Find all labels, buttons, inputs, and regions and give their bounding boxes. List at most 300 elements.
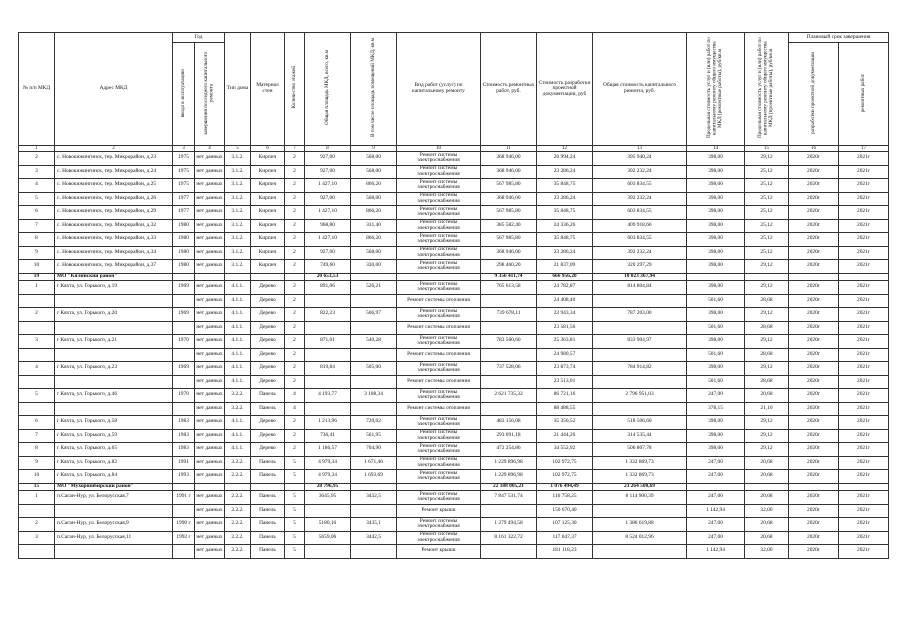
table-cell: 4.1.1. bbox=[225, 443, 251, 457]
table-cell: 1969 bbox=[173, 308, 195, 322]
table-cell: 866,20 bbox=[351, 233, 397, 247]
table-cell: с. Новокижингинск, тер. Микрорайон, д.32 bbox=[55, 219, 173, 233]
header-repair-cost: Стоимость ремонтных работ, руб. bbox=[481, 33, 537, 146]
table-cell: нет данных bbox=[195, 491, 225, 505]
table-cell: 2.2.2. bbox=[225, 504, 251, 518]
table-cell: с. Новокижингинск, тер. Микрорайон, д.25 bbox=[55, 179, 173, 193]
header-living-area: В том числе площадь помещений МКД, кв.м bbox=[351, 33, 397, 146]
table-cell: 330,00 bbox=[351, 260, 397, 274]
table-cell: 107 125,30 bbox=[537, 518, 593, 532]
table-cell: Дерево bbox=[251, 321, 285, 335]
table-cell: Дерево bbox=[251, 443, 285, 457]
table-cell: 392 232,24 bbox=[593, 165, 687, 179]
table-cell: Дерево bbox=[251, 308, 285, 322]
column-number-cell: 9 bbox=[351, 146, 397, 152]
table-cell: 2 bbox=[285, 219, 305, 233]
table-row bbox=[19, 443, 889, 457]
table-cell bbox=[593, 375, 687, 389]
table-cell: 398,00 bbox=[687, 443, 745, 457]
table-cell bbox=[593, 545, 687, 559]
table-cell: Дерево bbox=[251, 348, 285, 362]
table-cell: Кирпич bbox=[251, 152, 285, 166]
header-design-cost: Стоимость разработки проектной документации, руб bbox=[537, 33, 593, 146]
table-cell: Ремонт системы электроснабжения bbox=[397, 260, 481, 274]
table-cell: 395 940,24 bbox=[593, 152, 687, 166]
table-row bbox=[19, 260, 889, 274]
column-number-cell: 15 bbox=[745, 146, 789, 152]
table-cell: с. Новокижингинск, тер. Микрорайон, д.24 bbox=[55, 165, 173, 179]
table-cell: 23 286,24 bbox=[537, 165, 593, 179]
table-row bbox=[19, 470, 889, 484]
table-cell: 29,12 bbox=[745, 260, 789, 274]
table-cell: 567 985,80 bbox=[481, 206, 537, 220]
table-cell: 1969 bbox=[173, 362, 195, 376]
table-cell bbox=[351, 545, 397, 559]
table-cell: 927,00 bbox=[305, 152, 351, 166]
table-cell: 7 bbox=[19, 429, 55, 443]
table-cell: Панель bbox=[251, 470, 285, 484]
table-cell: 1980 bbox=[173, 219, 195, 233]
table-cell: Ремонт системы электроснабжения bbox=[397, 179, 481, 193]
table-cell: 2021г bbox=[839, 165, 889, 179]
table-cell: 2021г bbox=[839, 402, 889, 416]
table-cell: 2 bbox=[285, 321, 305, 335]
table-cell: 25,12 bbox=[745, 219, 789, 233]
column-number-cell: 2 bbox=[55, 146, 173, 152]
header-limit-design: Предельная стоимость услуг и (или) работ по капитальному ремонту общего имущества МКД (проектные работы), руб/кв.м bbox=[745, 33, 789, 146]
table-cell: Ремонт системы электроснабжения bbox=[397, 531, 481, 545]
table-cell: 2 bbox=[285, 335, 305, 349]
table-cell: нет данных bbox=[195, 443, 225, 457]
table-cell: 25,12 bbox=[745, 192, 789, 206]
table-cell: 2020г bbox=[789, 531, 839, 545]
table-cell: нет данных bbox=[195, 260, 225, 274]
table-cell bbox=[481, 294, 537, 308]
table-cell: г Кяхта, ул. Горького, д.82 bbox=[55, 456, 173, 470]
table-cell bbox=[481, 504, 537, 518]
table-cell: нет данных bbox=[195, 165, 225, 179]
table-cell bbox=[481, 545, 537, 559]
table-row bbox=[19, 308, 889, 322]
table-cell: Ремонт системы электроснабжения bbox=[397, 192, 481, 206]
table-row bbox=[19, 518, 889, 532]
header-plan-repair: ремонтных работ bbox=[839, 43, 889, 146]
table-cell bbox=[19, 402, 55, 416]
table-cell: Панель bbox=[251, 504, 285, 518]
table-cell: 505,00 bbox=[351, 362, 397, 376]
table-cell bbox=[351, 402, 397, 416]
table-cell bbox=[305, 348, 351, 362]
table-cell: Ремонт системы отопления bbox=[397, 321, 481, 335]
table-cell: 1 279 494,58 bbox=[481, 518, 537, 532]
table-cell: нет данных bbox=[195, 389, 225, 403]
table-cell: 2 bbox=[285, 308, 305, 322]
table-cell bbox=[285, 483, 305, 491]
district-total-row bbox=[19, 483, 889, 491]
table-cell: 3432,5 bbox=[351, 491, 397, 505]
table-cell: 518 506,60 bbox=[593, 416, 687, 430]
column-number-cell: 12 bbox=[537, 146, 593, 152]
table-cell: 15 bbox=[19, 483, 55, 491]
table-cell: 2020г bbox=[789, 545, 839, 559]
table-cell: 1977 bbox=[173, 192, 195, 206]
table-cell: Дерево bbox=[251, 294, 285, 308]
table-cell: 5 bbox=[285, 504, 305, 518]
table-cell: нет данных bbox=[195, 545, 225, 559]
table-cell: 398,00 bbox=[687, 152, 745, 166]
table-cell: Дерево bbox=[251, 362, 285, 376]
table-cell: 2021г bbox=[839, 246, 889, 260]
table-cell: 3 bbox=[19, 531, 55, 545]
table-cell: 506,97 bbox=[351, 308, 397, 322]
table-cell: 526,21 bbox=[351, 281, 397, 295]
table-cell: 398,00 bbox=[687, 179, 745, 193]
table-cell bbox=[745, 483, 789, 491]
header-wall-material: Материал стен bbox=[251, 33, 285, 146]
table-cell bbox=[55, 294, 173, 308]
header-house-type: Тип дома bbox=[225, 33, 251, 146]
table-row bbox=[19, 219, 889, 233]
table-cell: 9 356 411,74 bbox=[481, 273, 537, 281]
table-cell: 32,00 bbox=[745, 545, 789, 559]
table-cell: 20,68 bbox=[745, 456, 789, 470]
table-cell: 1 076 494,49 bbox=[537, 483, 593, 491]
table-cell: 2020г bbox=[789, 416, 839, 430]
table-cell: 4 979,34 bbox=[305, 470, 351, 484]
table-cell bbox=[19, 504, 55, 518]
table-row bbox=[19, 545, 889, 559]
table-cell: 29,12 bbox=[745, 362, 789, 376]
table-cell: 35 848,75 bbox=[537, 233, 593, 247]
table-cell: 603 834,55 bbox=[593, 233, 687, 247]
table-cell: г Кяхта, ул. Горького, д.65 bbox=[55, 443, 173, 457]
table-cell bbox=[351, 273, 397, 281]
table-cell: г Кяхта, ул. Горького, д.84 bbox=[55, 470, 173, 484]
table-cell bbox=[173, 348, 195, 362]
table-cell: 3.1.2. bbox=[225, 165, 251, 179]
table-cell: 501,60 bbox=[687, 321, 745, 335]
table-cell: нет данных bbox=[195, 294, 225, 308]
table-cell: Ремонт системы электроснабжения bbox=[397, 165, 481, 179]
table-cell: Ремонт системы электроснабжения bbox=[397, 456, 481, 470]
table-cell: 2 bbox=[285, 429, 305, 443]
header-plan-group: Плановый срок завершения bbox=[789, 33, 889, 43]
table-cell: 24 782,87 bbox=[537, 281, 593, 295]
table-cell: 1 427,10 bbox=[305, 206, 351, 220]
table-cell: нет данных bbox=[195, 416, 225, 430]
table-cell: 4.1.1. bbox=[225, 348, 251, 362]
table-cell: 603 834,55 bbox=[593, 206, 687, 220]
table-cell: 2020г bbox=[789, 165, 839, 179]
table-cell: 19 bbox=[19, 273, 55, 281]
table-cell: Ремонт системы отопления bbox=[397, 348, 481, 362]
table-cell: 102 972,75 bbox=[537, 456, 593, 470]
table-cell: 35 848,75 bbox=[537, 179, 593, 193]
table-cell: 483 156,08 bbox=[481, 416, 537, 430]
table-cell: 506 807,78 bbox=[593, 443, 687, 457]
header-limit-work: Предельная стоимость услуг и (или) работ по капитальному ремонту общего имущества МКД (ремонтные работы), руб/кв.м bbox=[687, 33, 745, 146]
table-cell: нет данных bbox=[195, 192, 225, 206]
table-cell: 603 834,55 bbox=[593, 179, 687, 193]
table-cell: 2020г bbox=[789, 192, 839, 206]
table-cell: 2 bbox=[285, 179, 305, 193]
table-cell: 1975 bbox=[173, 152, 195, 166]
table-cell: 398,00 bbox=[687, 165, 745, 179]
table-cell: 2021г bbox=[839, 362, 889, 376]
table-row bbox=[19, 402, 889, 416]
table-cell: 29,12 bbox=[745, 335, 789, 349]
table-cell: 540,28 bbox=[351, 335, 397, 349]
table-cell: 2021г bbox=[839, 321, 889, 335]
table-cell: 2021г bbox=[839, 348, 889, 362]
table-cell: 784 914,82 bbox=[593, 362, 687, 376]
table-cell: 247,00 bbox=[687, 518, 745, 532]
table-cell: 35 350,52 bbox=[537, 416, 593, 430]
table-cell: 1980 bbox=[173, 260, 195, 274]
table-cell: Дерево bbox=[251, 375, 285, 389]
table-cell: 2021г bbox=[839, 545, 889, 559]
table-cell: 29,12 bbox=[745, 152, 789, 166]
table-cell: 3.2.2. bbox=[225, 456, 251, 470]
header-year-group: Год bbox=[173, 33, 225, 43]
table-cell: 4.1.1. bbox=[225, 362, 251, 376]
table-row bbox=[19, 281, 889, 295]
table-cell: 116 758,25 bbox=[537, 491, 593, 505]
table-cell: 2021г bbox=[839, 456, 889, 470]
table-cell: 29,12 bbox=[745, 443, 789, 457]
table-cell: 9 bbox=[19, 246, 55, 260]
table-cell: 385 582,40 bbox=[481, 219, 537, 233]
table-cell: 2021г bbox=[839, 491, 889, 505]
table-cell: 8 bbox=[19, 443, 55, 457]
table-cell: 3.2.2. bbox=[225, 402, 251, 416]
table-row bbox=[19, 348, 889, 362]
table-cell: 398,00 bbox=[687, 206, 745, 220]
table-cell: п.Саган-Нур, ул. Белорусская,11 bbox=[55, 531, 173, 545]
table-cell: 23 286,24 bbox=[537, 246, 593, 260]
table-cell: 2 bbox=[19, 152, 55, 166]
table-cell: 501,60 bbox=[687, 294, 745, 308]
table-cell bbox=[55, 402, 173, 416]
table-cell bbox=[225, 483, 251, 491]
table-cell: нет данных bbox=[195, 504, 225, 518]
table-cell: 1 671,46 bbox=[351, 456, 397, 470]
table-cell: 1 386 619,88 bbox=[593, 518, 687, 532]
table-cell: 7 bbox=[19, 219, 55, 233]
table-cell bbox=[481, 321, 537, 335]
table-cell: Кирпич bbox=[251, 260, 285, 274]
table-cell bbox=[687, 483, 745, 491]
table-row bbox=[19, 504, 889, 518]
table-cell: 1980 bbox=[173, 246, 195, 260]
table-cell: 2.2.2. bbox=[225, 470, 251, 484]
table-cell: Дерево bbox=[251, 335, 285, 349]
column-number-cell: 3 bbox=[173, 146, 195, 152]
table-cell bbox=[173, 545, 195, 559]
table-cell: 2021г bbox=[839, 260, 889, 274]
table-cell: 293 091,18 bbox=[481, 429, 537, 443]
table-cell: 2021г bbox=[839, 504, 889, 518]
repair-program-table bbox=[18, 32, 889, 559]
table-cell: 927,00 bbox=[305, 165, 351, 179]
table-cell: 866,20 bbox=[351, 206, 397, 220]
table-cell bbox=[481, 348, 537, 362]
table-cell: 2021г bbox=[839, 179, 889, 193]
table-cell: 3.1.2. bbox=[225, 233, 251, 247]
table-row bbox=[19, 294, 889, 308]
table-row bbox=[19, 375, 889, 389]
table-cell: 749,60 bbox=[305, 260, 351, 274]
table-cell: 398,00 bbox=[687, 281, 745, 295]
column-number-cell: 6 bbox=[251, 146, 285, 152]
table-cell: 247,00 bbox=[687, 491, 745, 505]
table-cell: 567 985,80 bbox=[481, 233, 537, 247]
table-cell: 5180,16 bbox=[305, 518, 351, 532]
table-cell: 2020г bbox=[789, 219, 839, 233]
table-cell: 3.1.2. bbox=[225, 152, 251, 166]
table-cell: 22 188 005,21 bbox=[481, 483, 537, 491]
table-cell: 8 bbox=[19, 233, 55, 247]
table-cell: 2021г bbox=[839, 470, 889, 484]
table-cell: 1 427,10 bbox=[305, 179, 351, 193]
table-cell: нет данных bbox=[195, 233, 225, 247]
table-cell: Ремонт системы электроснабжения bbox=[397, 416, 481, 430]
table-cell: 86 721,16 bbox=[537, 389, 593, 403]
table-cell: с. Новокижингинск, тер. Микрорайон, д.33 bbox=[55, 233, 173, 247]
table-cell: 2 bbox=[285, 192, 305, 206]
table-cell: Панель bbox=[251, 389, 285, 403]
table-cell: Панель bbox=[251, 402, 285, 416]
table-cell bbox=[251, 483, 285, 491]
table-cell: 2020г bbox=[789, 504, 839, 518]
table-cell: 1 427,10 bbox=[305, 233, 351, 247]
table-cell: 20,68 bbox=[745, 531, 789, 545]
table-cell: с. Новокижингинск, тер. Микрорайон, д.34 bbox=[55, 246, 173, 260]
table-cell bbox=[285, 273, 305, 281]
table-cell: 2021г bbox=[839, 281, 889, 295]
table-cell: 2020г bbox=[789, 470, 839, 484]
table-cell: 927,00 bbox=[305, 192, 351, 206]
table-cell: Панель bbox=[251, 545, 285, 559]
table-cell: Кирпич bbox=[251, 165, 285, 179]
table-cell bbox=[593, 348, 687, 362]
table-cell: 3 bbox=[19, 165, 55, 179]
table-cell: нет данных bbox=[195, 456, 225, 470]
table-cell: 2020г bbox=[789, 389, 839, 403]
table-cell: 1977 bbox=[173, 206, 195, 220]
district-total-row bbox=[19, 273, 889, 281]
table-cell: Кирпич bbox=[251, 179, 285, 193]
table-cell: 2020г bbox=[789, 375, 839, 389]
table-cell: 2 bbox=[285, 294, 305, 308]
table-cell: 4 979,34 bbox=[305, 456, 351, 470]
table-cell: 3645,95 bbox=[305, 491, 351, 505]
table-cell: Панель bbox=[251, 491, 285, 505]
table-cell: 378,15 bbox=[687, 402, 745, 416]
table-cell: 2020г bbox=[789, 294, 839, 308]
table-cell: 25,12 bbox=[745, 165, 789, 179]
header-num: № п/п МКД bbox=[19, 33, 55, 146]
table-cell: 29,12 bbox=[745, 281, 789, 295]
table-cell: 2 bbox=[285, 165, 305, 179]
table-row bbox=[19, 246, 889, 260]
table-cell: Ремонт системы электроснабжения bbox=[397, 219, 481, 233]
table-cell: 1 142,94 bbox=[687, 545, 745, 559]
table-cell: Ремонт системы электроснабжения bbox=[397, 429, 481, 443]
table-cell: Дерево bbox=[251, 281, 285, 295]
table-cell: 2020г bbox=[789, 518, 839, 532]
table-cell bbox=[19, 348, 55, 362]
table-cell bbox=[593, 402, 687, 416]
table-cell: 8 524 012,96 bbox=[593, 531, 687, 545]
table-cell: 2020г bbox=[789, 308, 839, 322]
table-cell bbox=[19, 321, 55, 335]
table-cell bbox=[173, 402, 195, 416]
table-cell: Кирпич bbox=[251, 206, 285, 220]
table-cell: 4.1.1. bbox=[225, 281, 251, 295]
table-cell: 247,00 bbox=[687, 456, 745, 470]
table-row bbox=[19, 335, 889, 349]
table-cell: 368 946,00 bbox=[481, 192, 537, 206]
table-cell: нет данных bbox=[195, 335, 225, 349]
table-cell: 1980 bbox=[173, 233, 195, 247]
table-cell: 2 bbox=[285, 260, 305, 274]
table-cell: 409 918,66 bbox=[593, 219, 687, 233]
table-cell: 2020г bbox=[789, 443, 839, 457]
table-cell: нет данных bbox=[195, 179, 225, 193]
table-cell: 314 535,44 bbox=[593, 429, 687, 443]
table-cell: 2020г bbox=[789, 152, 839, 166]
table-cell: 398,00 bbox=[687, 429, 745, 443]
table-cell: Ремонт системы электроснабжения bbox=[397, 491, 481, 505]
table-cell: 398,00 bbox=[687, 362, 745, 376]
table-cell: 2 bbox=[285, 152, 305, 166]
table-cell: 1 332 869,73 bbox=[593, 456, 687, 470]
table-cell: 737 528,06 bbox=[481, 362, 537, 376]
table-cell bbox=[397, 273, 481, 281]
table-cell: 398,00 bbox=[687, 335, 745, 349]
table-cell: 2020г bbox=[789, 321, 839, 335]
table-cell: 392 232,24 bbox=[593, 192, 687, 206]
table-cell: нет данных bbox=[195, 219, 225, 233]
table-cell: 561,95 bbox=[351, 429, 397, 443]
table-row bbox=[19, 321, 889, 335]
table-row bbox=[19, 152, 889, 166]
table-cell: 2020г bbox=[789, 348, 839, 362]
table-cell: 21 444,26 bbox=[537, 429, 593, 443]
column-number-cell: 4 bbox=[195, 146, 225, 152]
table-cell: 2 796 951,03 bbox=[593, 389, 687, 403]
table-cell: Ремонт крыши bbox=[397, 504, 481, 518]
table-cell bbox=[397, 483, 481, 491]
table-cell: 2021г bbox=[839, 219, 889, 233]
table-row bbox=[19, 531, 889, 545]
table-cell: 2020г bbox=[789, 456, 839, 470]
table-cell bbox=[351, 348, 397, 362]
table-cell: Ремонт крыши bbox=[397, 545, 481, 559]
table-cell: 2020г bbox=[789, 362, 839, 376]
table-row bbox=[19, 389, 889, 403]
table-cell: 4.1.1. bbox=[225, 335, 251, 349]
table-cell: 6 bbox=[19, 416, 55, 430]
table-cell: 568,00 bbox=[351, 165, 397, 179]
table-cell: г Кяхта, ул. Горького, д.23 bbox=[55, 362, 173, 376]
table-cell: 181 118,23 bbox=[537, 545, 593, 559]
table-cell: 23 286,24 bbox=[537, 192, 593, 206]
table-row bbox=[19, 429, 889, 443]
table-cell: 2020г bbox=[789, 429, 839, 443]
column-number-cell: 14 bbox=[687, 146, 745, 152]
